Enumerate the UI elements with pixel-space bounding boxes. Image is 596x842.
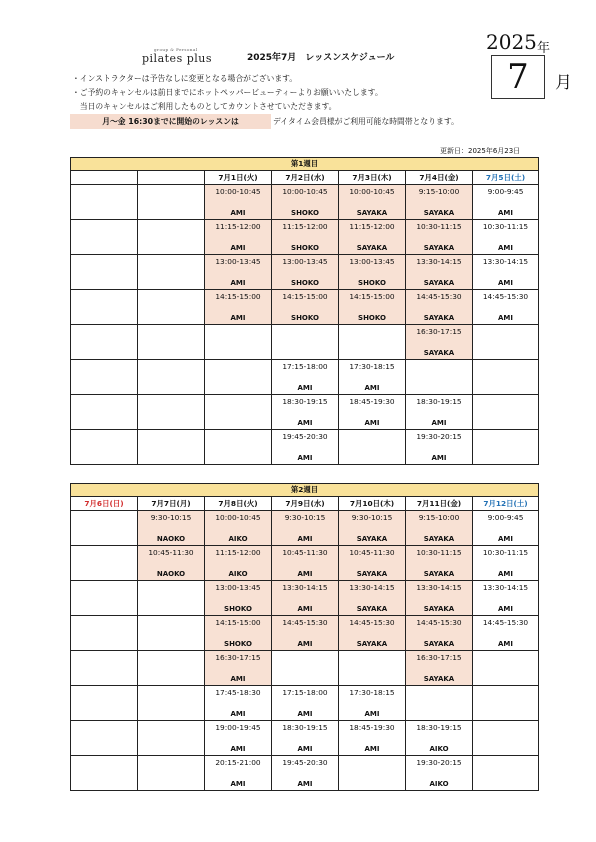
lesson-slot[interactable] xyxy=(406,511,473,546)
lesson-slot[interactable] xyxy=(205,185,272,220)
empty-slot xyxy=(473,756,539,791)
lesson-slot[interactable] xyxy=(406,756,473,791)
lesson-slot[interactable] xyxy=(272,255,339,290)
lesson-time: 13:30-14:15 xyxy=(482,583,529,592)
lesson-time: 19:00-19:45 xyxy=(215,723,261,732)
instructor-name: AMI xyxy=(297,605,313,613)
lesson-time: 14:45-15:30 xyxy=(349,618,395,627)
table-row xyxy=(71,651,539,686)
instructor-name: SAYAKA xyxy=(423,349,455,357)
lesson-slot[interactable] xyxy=(406,185,473,220)
empty-slot xyxy=(138,616,205,651)
lesson-time: 17:15-18:00 xyxy=(282,362,328,371)
lesson-time: 10:45-11:30 xyxy=(148,548,194,557)
instructor-name: AMI xyxy=(498,640,513,648)
lesson-time: 11:15-12:00 xyxy=(282,222,328,231)
lesson-time: 18:45-19:30 xyxy=(349,723,395,732)
lesson-slot[interactable] xyxy=(473,546,539,581)
table-row xyxy=(71,430,539,465)
instructor-name: SAYAKA xyxy=(423,314,455,322)
empty-slot xyxy=(339,651,406,686)
document-title: 2025年7月 レッスンスケジュール xyxy=(247,53,395,63)
lesson-time: 17:30-18:15 xyxy=(349,362,395,371)
empty-slot xyxy=(138,756,205,791)
lesson-slot[interactable] xyxy=(406,290,473,325)
daytime-note xyxy=(70,114,459,129)
lesson-slot[interactable] xyxy=(339,255,406,290)
instructor-name: SHOKO xyxy=(291,209,319,217)
lesson-slot[interactable] xyxy=(406,616,473,651)
lesson-time: 18:30-19:15 xyxy=(416,723,462,732)
lesson-time: 13:30-14:15 xyxy=(282,583,328,592)
lesson-time: 19:45-20:30 xyxy=(282,432,328,441)
day-header: 7月6日(日) xyxy=(71,497,138,511)
empty-slot xyxy=(406,360,473,395)
lesson-time: 13:00-13:45 xyxy=(282,257,328,266)
empty-slot xyxy=(205,325,272,360)
lesson-time: 14:45-15:30 xyxy=(482,292,529,301)
lesson-time: 14:15-15:00 xyxy=(215,618,261,627)
lesson-time: 9:15-10:00 xyxy=(418,513,460,522)
instructor-name: AMI xyxy=(230,244,246,252)
instructor-name: AIKO xyxy=(228,570,248,578)
lesson-slot[interactable] xyxy=(406,651,473,686)
empty-slot xyxy=(138,721,205,756)
lesson-time: 9:15-10:00 xyxy=(418,187,460,196)
lesson-time: 14:45-15:30 xyxy=(282,618,328,627)
logo: pilates plus xyxy=(142,52,212,65)
empty-slot xyxy=(71,255,138,290)
logo-tagline: group & Personal xyxy=(154,47,198,52)
day-header: 7月4日(金) xyxy=(406,171,473,185)
table-row xyxy=(71,511,539,546)
empty-slot xyxy=(205,360,272,395)
day-header: 7月11日(金) xyxy=(406,497,473,511)
lesson-slot[interactable] xyxy=(205,511,272,546)
lesson-slot[interactable] xyxy=(205,721,272,756)
lesson-slot[interactable] xyxy=(406,721,473,756)
instructor-name: AMI xyxy=(498,314,513,322)
instructor-name: SAYAKA xyxy=(423,605,455,613)
table-row xyxy=(71,395,539,430)
empty-slot xyxy=(272,325,339,360)
lesson-time: 14:15-15:00 xyxy=(349,292,395,301)
empty-slot xyxy=(71,616,138,651)
empty-slot xyxy=(138,255,205,290)
empty-slot xyxy=(473,360,539,395)
empty-slot xyxy=(138,686,205,721)
table-row xyxy=(71,255,539,290)
instructor-name: AMI xyxy=(230,279,246,287)
instructor-name: AMI xyxy=(498,279,513,287)
lesson-slot[interactable] xyxy=(138,511,205,546)
instructor-name: AMI xyxy=(230,675,246,683)
lesson-slot[interactable] xyxy=(339,395,406,430)
lesson-time: 16:30-17:15 xyxy=(416,327,462,336)
lesson-time: 16:30-17:15 xyxy=(416,653,462,662)
lesson-time: 14:45-15:30 xyxy=(482,618,529,627)
empty-slot xyxy=(71,721,138,756)
empty-slot xyxy=(71,430,138,465)
lesson-time: 16:30-17:15 xyxy=(215,653,261,662)
instructor-name: AMI xyxy=(364,384,380,392)
empty-slot xyxy=(138,651,205,686)
lesson-time: 13:30-14:15 xyxy=(416,257,462,266)
instructor-name: AMI xyxy=(297,710,313,718)
lesson-slot[interactable] xyxy=(473,616,539,651)
table-row xyxy=(71,325,539,360)
lesson-time: 10:30-11:15 xyxy=(416,548,462,557)
empty-slot xyxy=(205,395,272,430)
empty-slot xyxy=(138,395,205,430)
instructor-name: SAYAKA xyxy=(356,640,388,648)
lesson-time: 10:00-10:45 xyxy=(215,513,261,522)
lesson-slot[interactable] xyxy=(473,185,539,220)
empty-slot xyxy=(205,430,272,465)
instructor-name: AMI xyxy=(364,419,380,427)
instructor-name: NAOKO xyxy=(156,570,186,578)
instructor-name: AMI xyxy=(297,780,313,788)
lesson-time: 13:30-14:15 xyxy=(416,583,462,592)
month-box: 7 xyxy=(491,55,545,99)
empty-slot xyxy=(138,185,205,220)
table-row xyxy=(71,616,539,651)
lesson-time: 10:00-10:45 xyxy=(215,187,261,196)
instructor-name: AMI xyxy=(498,535,513,543)
instructor-name: AMI xyxy=(297,419,313,427)
lesson-slot[interactable] xyxy=(272,616,339,651)
lesson-time: 13:00-13:45 xyxy=(349,257,395,266)
year-unit: 年 xyxy=(537,41,551,56)
empty-slot xyxy=(473,325,539,360)
instructor-name: SAYAKA xyxy=(423,535,455,543)
lesson-slot[interactable] xyxy=(406,220,473,255)
empty-slot xyxy=(473,721,539,756)
empty-slot xyxy=(473,430,539,465)
empty-slot xyxy=(138,325,205,360)
instructor-name: SHOKO xyxy=(224,640,252,648)
instructor-name: SAYAKA xyxy=(356,605,388,613)
day-header: 7月12日(土) xyxy=(473,497,539,511)
note-line: 当日のキャンセルはご利用したものとしてカウントさせていただきます。 xyxy=(72,102,337,111)
instructor-name: AMI xyxy=(230,745,246,753)
instructor-name: SHOKO xyxy=(291,314,319,322)
instructor-name: AMI xyxy=(230,780,246,788)
empty-slot xyxy=(71,360,138,395)
day-header: 7月3日(木) xyxy=(339,171,406,185)
month-unit: 月 xyxy=(555,73,572,93)
instructor-name: SHOKO xyxy=(358,279,386,287)
empty-slot xyxy=(71,325,138,360)
table-row xyxy=(71,546,539,581)
week-title: 第1週目 xyxy=(71,158,539,171)
lesson-slot[interactable] xyxy=(406,325,473,360)
lesson-slot[interactable] xyxy=(205,616,272,651)
lesson-time: 11:15-12:00 xyxy=(215,222,261,231)
empty-slot xyxy=(138,290,205,325)
instructor-name: AIKO xyxy=(429,780,449,788)
day-header: 7月9日(水) xyxy=(272,497,339,511)
lesson-slot[interactable] xyxy=(473,220,539,255)
empty-slot xyxy=(71,511,138,546)
instructor-name: AMI xyxy=(230,710,246,718)
lesson-slot[interactable] xyxy=(406,395,473,430)
instructor-name: SHOKO xyxy=(291,244,319,252)
lesson-time: 19:45-20:30 xyxy=(282,758,328,767)
empty-slot xyxy=(138,220,205,255)
day-header: 7月7日(月) xyxy=(138,497,205,511)
lesson-slot[interactable] xyxy=(339,290,406,325)
day-header: 7月2日(水) xyxy=(272,171,339,185)
lesson-slot[interactable] xyxy=(272,756,339,791)
lesson-slot[interactable] xyxy=(272,581,339,616)
lesson-slot[interactable] xyxy=(272,511,339,546)
lesson-slot[interactable] xyxy=(205,686,272,721)
lesson-time: 19:30-20:15 xyxy=(416,432,462,441)
instructor-name: AIKO xyxy=(228,535,248,543)
lesson-slot[interactable] xyxy=(339,546,406,581)
note-line: ・インストラクターは予告なしに変更となる場合がございます。 xyxy=(72,74,298,83)
instructor-name: AMI xyxy=(297,640,313,648)
week-1-schedule-table xyxy=(70,157,539,465)
empty-slot xyxy=(473,395,539,430)
lesson-time: 9:30-10:15 xyxy=(150,513,192,522)
lesson-time: 9:00-9:45 xyxy=(487,513,524,522)
table-row xyxy=(71,360,539,395)
lesson-slot[interactable] xyxy=(272,686,339,721)
empty-slot xyxy=(406,686,473,721)
table-row xyxy=(71,220,539,255)
instructor-name: AMI xyxy=(498,605,513,613)
lesson-time: 17:45-18:30 xyxy=(215,688,261,697)
instructor-name: SAYAKA xyxy=(356,570,388,578)
lesson-slot[interactable] xyxy=(272,721,339,756)
lesson-time: 10:00-10:45 xyxy=(282,187,328,196)
day-header: 7月5日(土) xyxy=(473,171,539,185)
instructor-name: AMI xyxy=(498,209,513,217)
lesson-slot[interactable] xyxy=(138,546,205,581)
table-row xyxy=(71,756,539,791)
table-row xyxy=(71,581,539,616)
lesson-time: 13:00-13:45 xyxy=(215,583,261,592)
instructor-name: SAYAKA xyxy=(423,209,455,217)
empty-slot xyxy=(473,651,539,686)
empty-slot xyxy=(138,360,205,395)
instructor-name: SHOKO xyxy=(291,279,319,287)
lesson-time: 14:45-15:30 xyxy=(416,618,462,627)
instructor-name: SAYAKA xyxy=(356,535,388,543)
daytime-highlight: 月～金 16:30までに開始のレッスンは xyxy=(70,114,271,129)
table-row xyxy=(71,686,539,721)
updated-date: 更新日：2025年6月23日 xyxy=(440,147,521,155)
instructor-name: SHOKO xyxy=(358,314,386,322)
table-row xyxy=(71,721,539,756)
instructor-name: SAYAKA xyxy=(423,640,455,648)
lesson-time: 20:15-21:00 xyxy=(215,758,261,767)
day-header xyxy=(138,171,205,185)
lesson-time: 10:45-11:30 xyxy=(349,548,395,557)
lesson-slot[interactable] xyxy=(339,581,406,616)
empty-slot xyxy=(71,581,138,616)
table-row xyxy=(71,290,539,325)
empty-slot xyxy=(71,395,138,430)
instructor-name: SAYAKA xyxy=(423,244,455,252)
empty-slot xyxy=(473,686,539,721)
empty-slot xyxy=(71,686,138,721)
empty-slot xyxy=(71,546,138,581)
week-title: 第2週目 xyxy=(71,484,539,497)
instructor-name: AIKO xyxy=(429,745,449,753)
empty-slot xyxy=(71,651,138,686)
lesson-time: 10:30-11:15 xyxy=(482,222,529,231)
instructor-name: SAYAKA xyxy=(356,209,388,217)
lesson-slot[interactable] xyxy=(272,220,339,255)
lesson-slot[interactable] xyxy=(205,756,272,791)
lesson-time: 18:30-19:15 xyxy=(282,723,328,732)
lesson-slot[interactable] xyxy=(205,220,272,255)
instructor-name: AMI xyxy=(297,745,313,753)
lesson-slot[interactable] xyxy=(339,686,406,721)
week-2-schedule-table xyxy=(70,483,539,791)
lesson-time: 17:15-18:00 xyxy=(282,688,328,697)
empty-slot xyxy=(272,651,339,686)
lesson-slot[interactable] xyxy=(272,185,339,220)
day-header: 7月10日(木) xyxy=(339,497,406,511)
lesson-slot[interactable] xyxy=(406,430,473,465)
lesson-slot[interactable] xyxy=(339,511,406,546)
lesson-time: 9:00-9:45 xyxy=(487,187,524,196)
lesson-slot[interactable] xyxy=(339,721,406,756)
lesson-time: 18:45-19:30 xyxy=(349,397,395,406)
lesson-slot[interactable] xyxy=(339,616,406,651)
instructor-name: NAOKO xyxy=(156,535,186,543)
lesson-slot[interactable] xyxy=(205,546,272,581)
instructor-name: AMI xyxy=(498,570,513,578)
lesson-time: 18:30-19:15 xyxy=(282,397,328,406)
empty-slot xyxy=(339,756,406,791)
instructor-name: AMI xyxy=(431,454,447,462)
lesson-time: 9:30-10:15 xyxy=(351,513,393,522)
empty-slot xyxy=(339,325,406,360)
lesson-slot[interactable] xyxy=(272,290,339,325)
lesson-slot[interactable] xyxy=(473,581,539,616)
lesson-time: 10:30-11:15 xyxy=(482,548,529,557)
instructor-name: AMI xyxy=(364,745,380,753)
daytime-note-text: デイタイム会員様がご利用可能な時間帯となります。 xyxy=(273,117,459,126)
lesson-slot[interactable] xyxy=(406,255,473,290)
instructor-name: AMI xyxy=(230,314,246,322)
lesson-slot[interactable] xyxy=(272,360,339,395)
empty-slot xyxy=(339,430,406,465)
day-header: 7月8日(火) xyxy=(205,497,272,511)
lesson-slot[interactable] xyxy=(205,581,272,616)
instructor-name: AMI xyxy=(498,244,513,252)
empty-slot xyxy=(71,290,138,325)
lesson-slot[interactable] xyxy=(406,581,473,616)
lesson-slot[interactable] xyxy=(205,255,272,290)
lesson-time: 11:15-12:00 xyxy=(349,222,395,231)
lesson-time: 10:45-11:30 xyxy=(282,548,328,557)
lesson-time: 14:45-15:30 xyxy=(416,292,462,301)
instructor-name: SHOKO xyxy=(224,605,252,613)
lesson-time: 13:30-14:15 xyxy=(349,583,395,592)
lesson-slot[interactable] xyxy=(339,185,406,220)
year: 2025 xyxy=(486,30,537,54)
lesson-time: 13:30-14:15 xyxy=(482,257,529,266)
lesson-time: 13:00-13:45 xyxy=(215,257,261,266)
instructor-name: AMI xyxy=(230,209,246,217)
lesson-slot[interactable] xyxy=(272,546,339,581)
lesson-time: 14:15-15:00 xyxy=(215,292,261,301)
lesson-time: 14:15-15:00 xyxy=(282,292,328,301)
empty-slot xyxy=(71,756,138,791)
note-line: ・ご予約のキャンセルは前日までにホットペッパービューティーよりお願いいたします。 xyxy=(72,88,383,97)
instructor-name: AMI xyxy=(364,710,380,718)
lesson-time: 11:15-12:00 xyxy=(215,548,261,557)
lesson-time: 10:30-11:15 xyxy=(416,222,462,231)
day-header: 7月1日(火) xyxy=(205,171,272,185)
day-header xyxy=(71,171,138,185)
instructor-name: SAYAKA xyxy=(356,244,388,252)
lesson-slot[interactable] xyxy=(339,220,406,255)
empty-slot xyxy=(138,581,205,616)
lesson-time: 9:30-10:15 xyxy=(284,513,326,522)
lesson-time: 19:30-20:15 xyxy=(416,758,462,767)
instructor-name: AMI xyxy=(297,535,313,543)
empty-slot xyxy=(138,430,205,465)
lesson-time: 18:30-19:15 xyxy=(416,397,462,406)
lesson-slot[interactable] xyxy=(473,255,539,290)
lesson-slot[interactable] xyxy=(272,395,339,430)
empty-slot xyxy=(71,220,138,255)
lesson-slot[interactable] xyxy=(339,360,406,395)
lesson-slot[interactable] xyxy=(406,546,473,581)
lesson-slot[interactable] xyxy=(272,430,339,465)
instructor-name: AMI xyxy=(297,384,313,392)
lesson-time: 17:30-18:15 xyxy=(349,688,395,697)
table-row xyxy=(71,185,539,220)
lesson-slot[interactable] xyxy=(205,651,272,686)
lesson-slot[interactable] xyxy=(473,511,539,546)
lesson-time: 10:00-10:45 xyxy=(349,187,395,196)
instructor-name: SAYAKA xyxy=(423,570,455,578)
instructor-name: AMI xyxy=(431,419,447,427)
instructor-name: SAYAKA xyxy=(423,279,455,287)
empty-slot xyxy=(71,185,138,220)
lesson-slot[interactable] xyxy=(205,290,272,325)
instructor-name: SAYAKA xyxy=(423,675,455,683)
instructor-name: AMI xyxy=(297,570,313,578)
instructor-name: AMI xyxy=(297,454,313,462)
lesson-slot[interactable] xyxy=(473,290,539,325)
